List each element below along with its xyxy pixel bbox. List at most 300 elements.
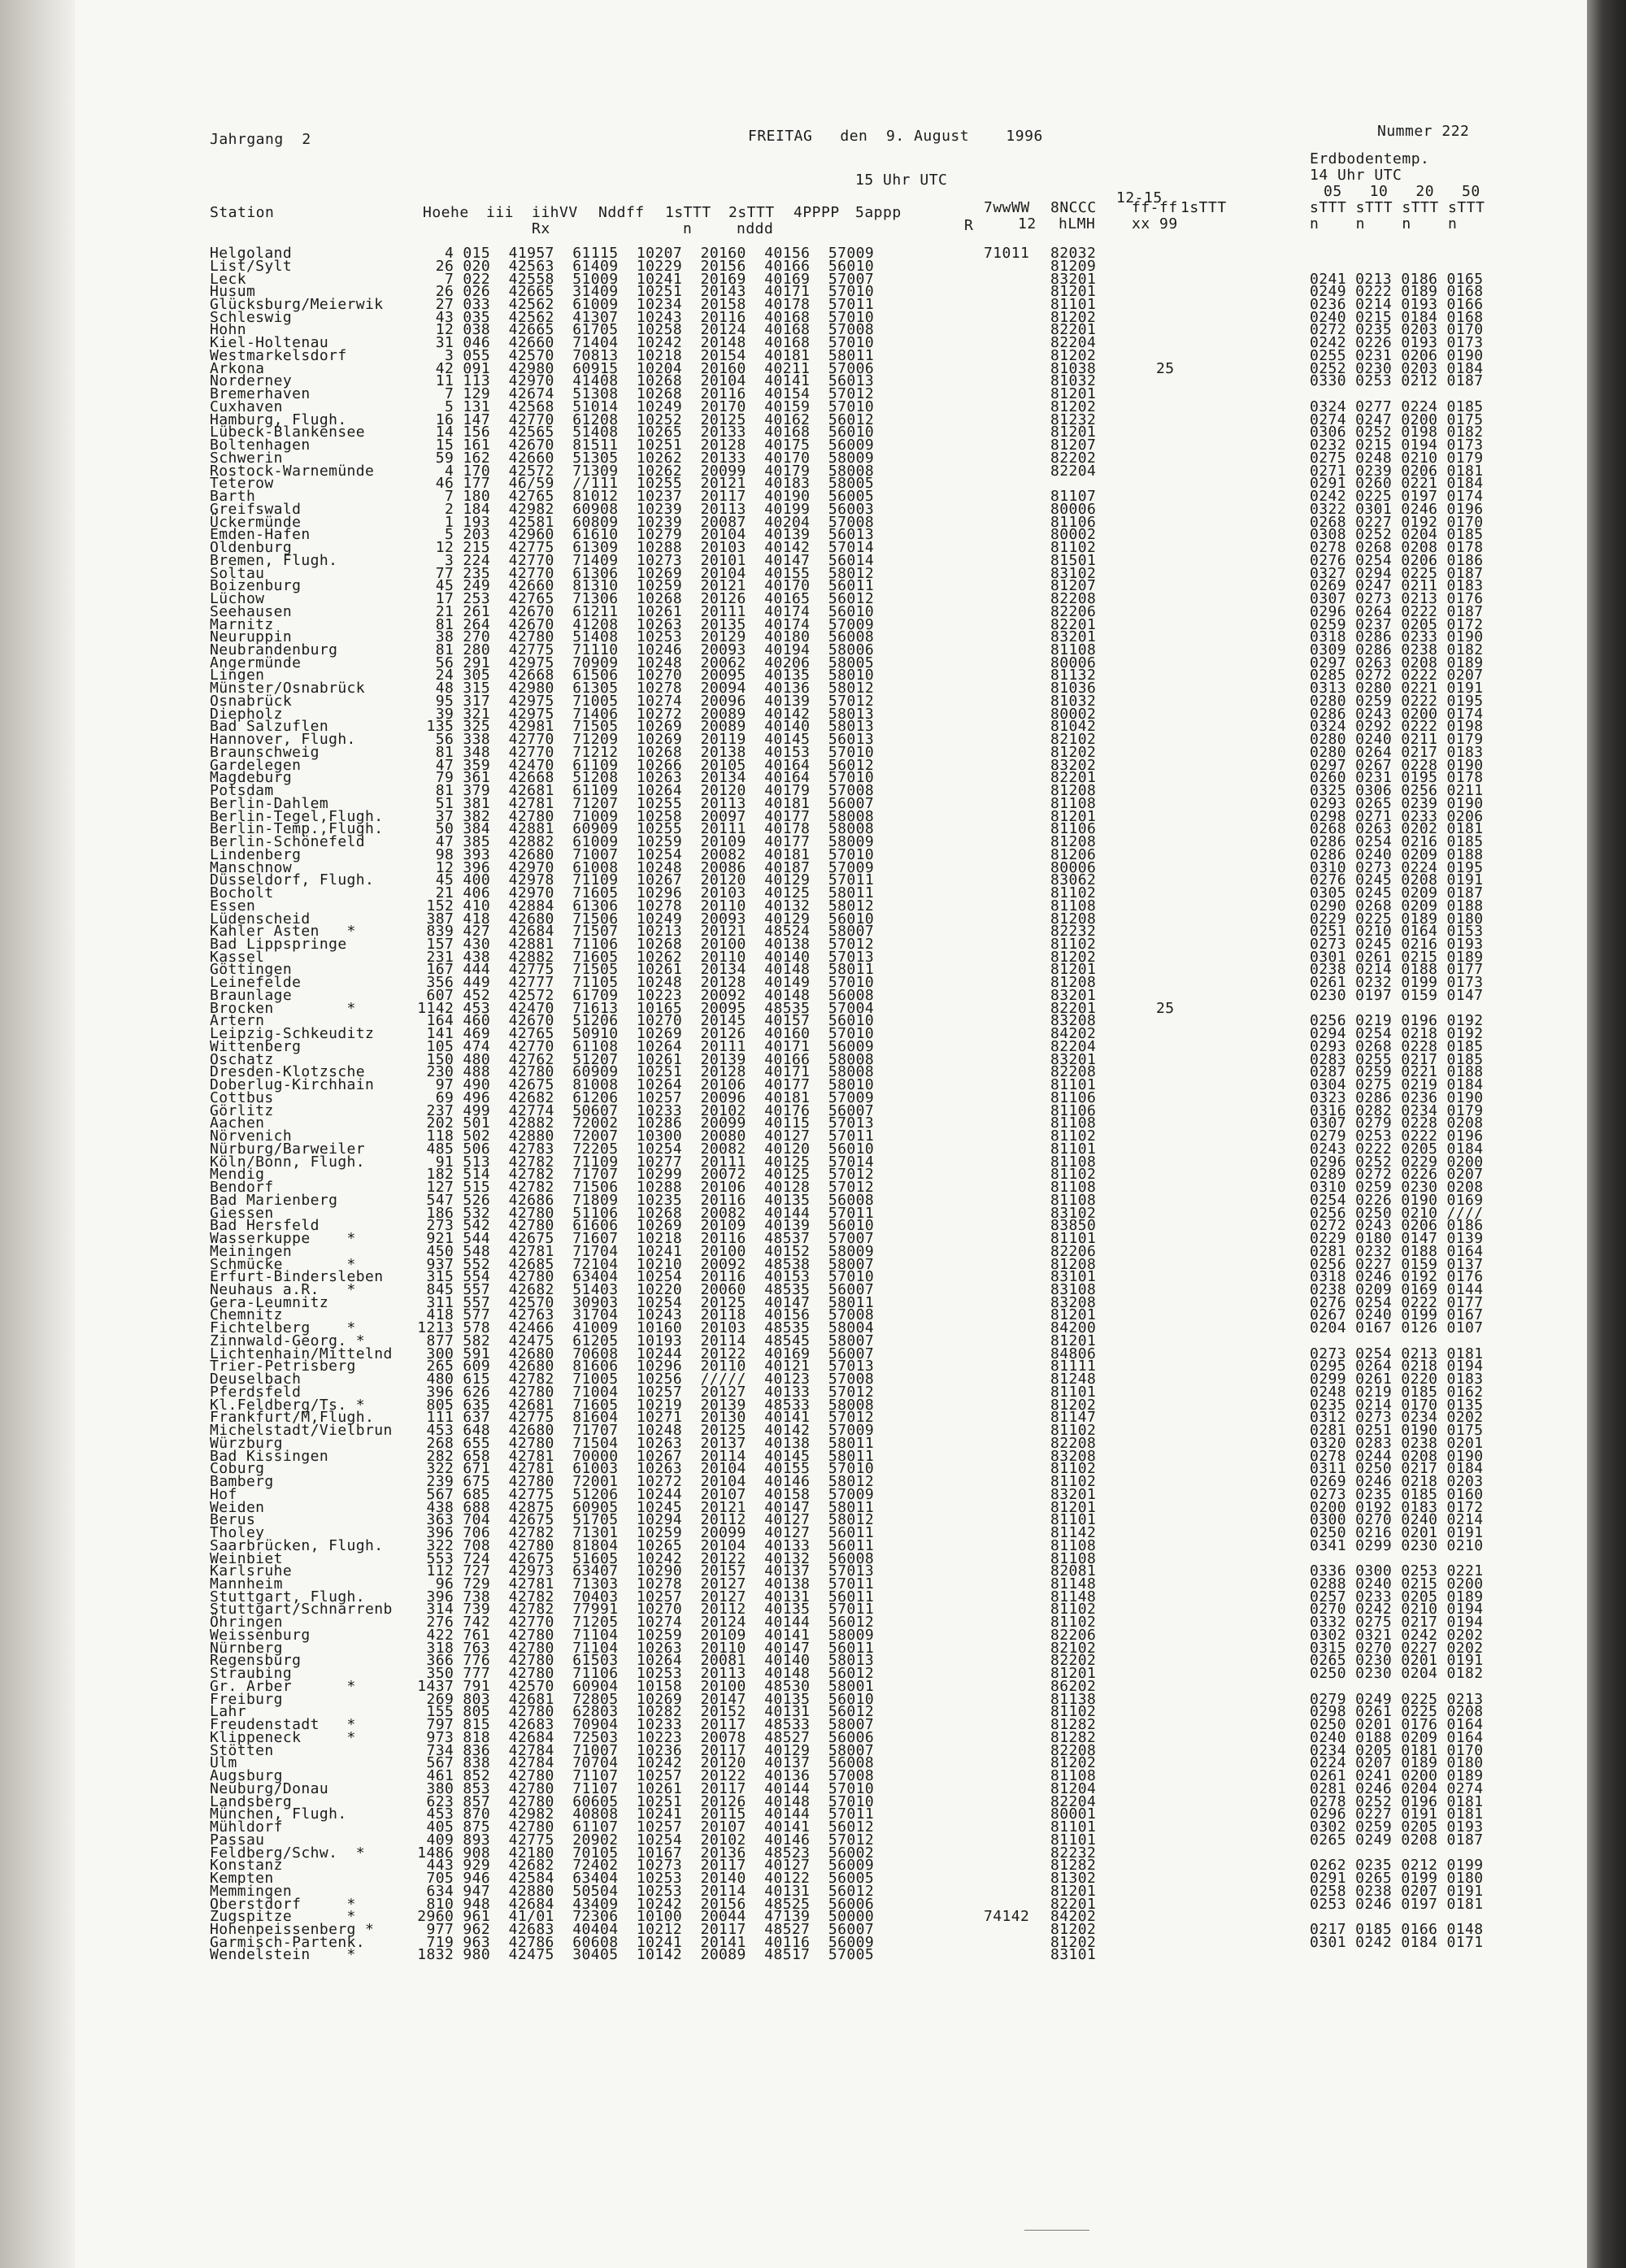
synop-values: 47 385 42882 61009 10259 20109 40177 58009 (408, 833, 875, 850)
station-name: Manschnow (210, 858, 293, 876)
soil-temps: 0293 0268 0228 0185 (1310, 1037, 1484, 1055)
station-name: Ulm (210, 1754, 237, 1772)
synop-values: 547 526 42686 71809 10235 20116 40135 56008 (408, 1191, 875, 1209)
synop-values: 7 022 42558 51009 10241 20169 40169 57007 (408, 270, 875, 288)
soil-temps: 0235 0214 0170 0135 (1310, 1396, 1484, 1414)
station-name: Bamberg (210, 1473, 274, 1490)
station-name: Wendelstein * (210, 1946, 356, 1964)
col-nddd: nddd (737, 220, 774, 237)
soil-temps: 0242 0226 0193 0173 (1310, 334, 1484, 352)
soil-temps: 0311 0250 0217 0184 (1310, 1460, 1484, 1478)
col-soil-n: n n n n (1310, 215, 1458, 232)
cloud-code: 81102 (1050, 1703, 1097, 1721)
cloud-code: 83108 (1050, 1280, 1097, 1298)
cloud-code: 81102 (1050, 1460, 1097, 1478)
cloud-code: 82232 (1050, 1844, 1097, 1862)
synop-values: 1437 791 42570 60904 10158 20100 48530 58001 (408, 1677, 875, 1695)
station-name: Passau (210, 1831, 265, 1849)
soil-temps: 0278 0268 0208 0178 (1310, 539, 1484, 556)
col-soil-sttt: sTTT sTTT sTTT sTTT (1310, 199, 1485, 216)
synop-values: 47 359 42470 61109 10266 20105 40164 56012 (408, 756, 875, 774)
synop-values: 39 321 42975 71406 10272 20089 40142 58013 (408, 705, 875, 723)
soil-temps: 0276 0245 0208 0191 (1310, 871, 1484, 889)
station-name: Gera-Leumnitz (210, 1293, 329, 1311)
soil-temps: 0291 0260 0221 0184 (1310, 475, 1484, 493)
synop-values: 3 224 42770 71409 10273 20101 40147 56014 (408, 551, 875, 569)
synop-values: 485 506 42783 72205 10254 20082 40120 56010 (408, 1140, 875, 1158)
soil-temps: 0240 0215 0184 0168 (1310, 308, 1484, 326)
synop-values: 623 857 42780 60605 10251 20126 40148 57010 (408, 1792, 875, 1810)
soil-temps: 0224 0207 0189 0180 (1310, 1754, 1484, 1772)
soil-temps: 0252 0230 0203 0184 (1310, 359, 1484, 377)
station-name: Bendorf (210, 1179, 274, 1196)
cloud-code: 83202 (1050, 756, 1097, 774)
soil-temps: 0278 0244 0208 0190 (1310, 1447, 1484, 1465)
soil-temps: 0320 0283 0238 0201 (1310, 1434, 1484, 1452)
date-label: FREITAG den 9. August 1996 (748, 128, 1043, 145)
synop-values: 111 637 42775 81604 10271 20130 40141 57012 (408, 1409, 875, 1427)
cloud-code: 80002 (1050, 705, 1097, 723)
synop-values: 318 763 42780 71104 10263 20110 40147 56011 (408, 1639, 875, 1657)
cloud-code: 82201 (1050, 321, 1097, 339)
station-name: Landsberg (210, 1792, 293, 1810)
soil-temps: 0273 0245 0216 0193 (1310, 936, 1484, 953)
cloud-code: 81102 (1050, 1601, 1097, 1618)
cloud-code: 82206 (1050, 1242, 1097, 1260)
cloud-code: 82208 (1050, 1741, 1097, 1759)
station-name: Trier-Petrisberg (210, 1358, 356, 1375)
soil-temps: 0234 0205 0181 0170 (1310, 1741, 1484, 1759)
gust-value: 25 (1156, 359, 1175, 377)
station-name: Berlin-Tegel,Flugh. (210, 807, 384, 825)
cloud-code: 81102 (1050, 539, 1097, 556)
soil-temps: 0318 0286 0233 0190 (1310, 628, 1484, 646)
soil-temp-title: Erdbodentemp. (1310, 150, 1430, 167)
station-name: Würzburg (210, 1434, 283, 1452)
synop-values: 719 963 42786 60608 10241 20141 40116 56009 (408, 1933, 875, 1951)
synop-values: 38 270 42780 51408 10253 20129 40180 56008 (408, 628, 875, 646)
synop-values: 12 038 42665 61705 10258 20124 40168 57008 (408, 321, 875, 339)
soil-temps: 0293 0265 0239 0190 (1310, 794, 1484, 812)
soil-temps: 0281 0251 0190 0175 (1310, 1422, 1484, 1440)
cloud-code: 81101 (1050, 1383, 1097, 1401)
synop-values: 79 361 42668 51208 10263 20134 40164 57010 (408, 769, 875, 787)
synop-values: 42 091 42980 60915 10204 20160 40211 57006 (408, 359, 875, 377)
station-name: Hamburg, Flugh. (210, 411, 347, 428)
station-name: Berlin-Schönefeld (210, 833, 366, 850)
cloud-code: 83201 (1050, 628, 1097, 646)
synop-values: 230 488 42780 60909 10251 20128 40171 58008 (408, 1063, 875, 1081)
soil-temps: 0299 0261 0220 0183 (1310, 1371, 1484, 1388)
soil-temps: 0257 0233 0205 0189 (1310, 1588, 1484, 1605)
synop-values: 937 552 42685 72104 10210 20092 48538 58007 (408, 1255, 875, 1273)
cloud-code: 82201 (1050, 999, 1097, 1017)
cloud-code: 81106 (1050, 820, 1097, 838)
synop-values: 77 235 42770 61306 10269 20104 40155 58012 (408, 564, 875, 582)
station-name: Westmarkelsdorf (210, 346, 347, 364)
soil-temps: 0297 0263 0208 0189 (1310, 654, 1484, 671)
synop-values: 839 427 42684 71507 10213 20121 48524 58007 (408, 923, 875, 941)
station-name: Straubing (210, 1665, 293, 1683)
soil-temps: 0256 0219 0196 0192 (1310, 1012, 1484, 1030)
synop-values: 443 929 42682 72402 10273 20117 40127 56009 (408, 1857, 875, 1875)
synop-values: 45 249 42660 81310 10259 20121 40170 56011 (408, 577, 875, 595)
synop-values: 810 948 42684 43409 10242 20156 48525 56006 (408, 1895, 875, 1913)
cloud-code: 81201 (1050, 961, 1097, 979)
station-name: Neuhaus a.R. * (210, 1280, 356, 1298)
soil-temps: 0273 0254 0213 0181 (1310, 1345, 1484, 1362)
synop-values: 7 180 42765 81012 10237 20117 40190 56005 (408, 488, 875, 506)
soil-temps: 0238 0214 0188 0177 (1310, 961, 1484, 979)
station-name: Cottbus (210, 1088, 274, 1106)
station-name: Köln/Bonn, Flugh. (210, 1153, 366, 1171)
station-name: Aachen (210, 1114, 265, 1132)
synop-values: 17 253 42765 71306 10268 20126 40165 56012 (408, 590, 875, 607)
soil-temps: 0336 0300 0253 0221 (1310, 1562, 1484, 1580)
synop-values: 705 946 42584 63404 10253 20140 40122 56005 (408, 1870, 875, 1887)
station-name: Görlitz (210, 1101, 274, 1119)
synop-values: 480 615 42782 71005 10256 ///// 40123 57008 (408, 1371, 875, 1388)
soil-temps: 0310 0259 0230 0208 (1310, 1179, 1484, 1196)
cloud-code: 81108 (1050, 794, 1097, 812)
synop-values: 135 325 42981 71505 10269 20089 40140 58013 (408, 718, 875, 736)
cloud-code: 81108 (1050, 1179, 1097, 1196)
synop-values: 2960 961 41/01 72306 10100 20044 47139 50000 (408, 1908, 875, 1926)
synop-values: 438 688 42875 60905 10245 20121 40147 58011 (408, 1498, 875, 1516)
station-name: Nürnberg (210, 1639, 283, 1657)
cloud-code: 83101 (1050, 1946, 1097, 1964)
station-name: Bad Marienberg (210, 1191, 338, 1209)
station-name: Berlin-Temp.,Flugh. (210, 820, 384, 838)
cloud-code: 83208 (1050, 1447, 1097, 1465)
station-name: Bremen, Flugh. (210, 551, 338, 569)
soil-temps: 0276 0254 0206 0186 (1310, 551, 1484, 569)
cloud-code: 81032 (1050, 692, 1097, 710)
col-iihvv: iihVV (532, 204, 578, 221)
cloud-code: 82232 (1050, 923, 1097, 941)
soil-temps: 0297 0267 0228 0190 (1310, 756, 1484, 774)
synop-values: 396 738 42782 70403 10257 20127 40131 56011 (408, 1588, 875, 1605)
synop-values: 282 658 42781 70000 10267 20114 40145 58011 (408, 1447, 875, 1465)
cloud-code: 81101 (1050, 1818, 1097, 1836)
synop-values: 43 035 42562 41307 10243 20116 40168 57010 (408, 308, 875, 326)
soil-temps: 0285 0272 0222 0207 (1310, 667, 1484, 684)
soil-temps: 0268 0227 0192 0170 (1310, 513, 1484, 531)
synop-values: 1486 908 42180 70105 10167 20136 48523 56002 (408, 1844, 875, 1862)
gust-value: 25 (1156, 999, 1175, 1017)
soil-temps: 0312 0273 0234 0202 (1310, 1409, 1484, 1427)
cloud-code: 81101 (1050, 1230, 1097, 1247)
station-name: Lüchow (210, 590, 265, 607)
soil-temps: 0253 0246 0197 0181 (1310, 1895, 1484, 1913)
station-name: Helgoland (210, 245, 293, 262)
cloud-code: 81148 (1050, 1588, 1097, 1605)
cloud-code: 81108 (1050, 1114, 1097, 1132)
cloud-code: 81208 (1050, 910, 1097, 928)
soil-temps: 0261 0232 0199 0173 (1310, 974, 1484, 992)
soil-temps: 0248 0219 0185 0162 (1310, 1383, 1484, 1401)
station-name: Lahr (210, 1703, 246, 1721)
soil-temps: 0301 0261 0215 0189 (1310, 948, 1484, 966)
station-name: Feldberg/Schw. * (210, 1844, 366, 1862)
col-iii: iii (486, 204, 515, 221)
soil-temps: 0300 0270 0240 0214 (1310, 1511, 1484, 1529)
station-name: Düsseldorf, Flugh. (210, 871, 375, 889)
station-name: Neubrandenburg (210, 641, 338, 658)
cloud-code: 83101 (1050, 1268, 1097, 1286)
synop-values: 418 577 42763 31704 10243 20118 40156 57008 (408, 1306, 875, 1324)
soil-temps: 0276 0254 0222 0177 (1310, 1293, 1484, 1311)
soil-temps: 0332 0275 0217 0194 (1310, 1614, 1484, 1631)
station-name: Magdeburg (210, 769, 293, 787)
station-name: Leck (210, 270, 246, 288)
cloud-code: 81201 (1050, 1882, 1097, 1900)
soil-temps: 0296 0264 0222 0187 (1310, 602, 1484, 620)
synop-values: 734 836 42784 71007 10236 20117 40129 58007 (408, 1741, 875, 1759)
synop-values: 300 591 42680 70608 10244 20122 40169 56007 (408, 1345, 875, 1362)
synop-values: 3 055 42570 70813 10218 20154 40181 58011 (408, 346, 875, 364)
station-name: Bad Salzuflen (210, 718, 329, 736)
synop-values: 977 962 42683 40404 10212 20117 48527 56007 (408, 1920, 875, 1938)
cloud-code: 81208 (1050, 1255, 1097, 1273)
cloud-code: 81282 (1050, 1857, 1097, 1875)
soil-temps: 0242 0225 0197 0174 (1310, 488, 1484, 506)
cloud-code: 81201 (1050, 807, 1097, 825)
station-name: Schleswig (210, 308, 293, 326)
soil-temps: 0307 0279 0228 0208 (1310, 1114, 1484, 1132)
col-xx99: xx 99 (1132, 215, 1178, 232)
station-name: Rostock-Warnemünde (210, 462, 375, 480)
synop-values: 152 410 42884 61306 10278 20110 40132 58012 (408, 897, 875, 915)
cloud-code: 82201 (1050, 769, 1097, 787)
cloud-code: 81108 (1050, 1767, 1097, 1785)
obs-time: 15 Uhr UTC (855, 172, 948, 189)
cloud-code: 81106 (1050, 1088, 1097, 1106)
synop-values: 4 170 42572 71309 10262 20099 40179 58008 (408, 462, 875, 480)
cloud-code: 81101 (1050, 1511, 1097, 1529)
cloud-code: 81142 (1050, 1524, 1097, 1541)
cloud-code: 81202 (1050, 308, 1097, 326)
soil-temps: 0260 0231 0195 0178 (1310, 769, 1484, 787)
soil-temps: 0269 0247 0211 0183 (1310, 577, 1484, 595)
cloud-code: 81201 (1050, 1332, 1097, 1349)
soil-temps: 0238 0209 0169 0144 (1310, 1280, 1484, 1298)
soil-temps: 0268 0263 0202 0181 (1310, 820, 1484, 838)
soil-temps: 0325 0306 0256 0211 (1310, 782, 1484, 800)
synop-values: 405 875 42780 61107 10257 20107 40141 56012 (408, 1818, 875, 1836)
synop-values: 461 852 42780 71107 10257 20122 40136 57008 (408, 1767, 875, 1785)
soil-temps: 0250 0201 0176 0164 (1310, 1716, 1484, 1734)
cloud-code: 81108 (1050, 641, 1097, 658)
cloud-code: 82204 (1050, 462, 1097, 480)
soil-temps: 0259 0237 0205 0172 (1310, 615, 1484, 633)
synop-values: 81 264 42670 41208 10263 20135 40174 57009 (408, 615, 875, 633)
synop-values: 276 742 42770 71205 10274 20124 40144 56012 (408, 1614, 875, 1631)
issue-number: Nummer 222 (1377, 123, 1470, 140)
station-name: Mendig (210, 1166, 265, 1184)
cloud-code: 81101 (1050, 296, 1097, 313)
cloud-code: 81101 (1050, 1831, 1097, 1849)
soil-temps: 0287 0259 0221 0188 (1310, 1063, 1484, 1081)
cloud-code: 81208 (1050, 833, 1097, 850)
synop-values: 2 184 42982 60908 10239 20113 40199 56003 (408, 500, 875, 518)
synop-values: 112 727 42973 63407 10290 20157 40137 57013 (408, 1562, 875, 1580)
cloud-code: 81101 (1050, 1140, 1097, 1158)
cloud-code: 81102 (1050, 884, 1097, 902)
station-name: Münster/Osnabrück (210, 680, 366, 697)
cloud-code: 84202 (1050, 1908, 1097, 1926)
soil-temps: 0261 0241 0200 0189 (1310, 1767, 1484, 1785)
soil-temps: 0291 0265 0199 0180 (1310, 1870, 1484, 1887)
soil-temps: 0301 0242 0184 0171 (1310, 1933, 1484, 1951)
synop-values: 24 305 42668 61506 10270 20095 40135 58010 (408, 667, 875, 684)
station-name: Teterow (210, 475, 274, 493)
synop-values: 7 129 42674 51308 10268 20116 40154 57012 (408, 385, 875, 403)
cloud-code: 83208 (1050, 1012, 1097, 1030)
synop-values: 46 177 46/59 //111 10255 20121 40183 58005 (408, 475, 875, 493)
synop-values: 27 033 42562 61009 10234 20158 40178 57011 (408, 296, 875, 313)
soil-temps: 0236 0214 0193 0166 (1310, 296, 1484, 313)
cloud-code: 82206 (1050, 602, 1097, 620)
soil-temps: 0283 0255 0217 0185 (1310, 1050, 1484, 1068)
synop-values: 141 469 42765 50910 10269 20126 40160 57010 (408, 1025, 875, 1043)
station-name: Boizenburg (210, 577, 302, 595)
cloud-code: 80006 (1050, 500, 1097, 518)
synop-values: 37 382 42780 71009 10258 20097 40177 58008 (408, 807, 875, 825)
cloud-code: 80001 (1050, 1805, 1097, 1823)
cloud-code: 84806 (1050, 1345, 1097, 1362)
soil-temps: 0322 0301 0246 0196 (1310, 500, 1484, 518)
synop-values: 409 893 42775 20902 10254 20102 40146 57012 (408, 1831, 875, 1849)
station-name: Weiden (210, 1498, 265, 1516)
cloud-code: 81202 (1050, 1933, 1097, 1951)
soil-temps: 0229 0180 0147 0139 (1310, 1230, 1484, 1247)
soil-temps: 0280 0264 0217 0183 (1310, 743, 1484, 761)
synop-values: 363 704 42675 51705 10294 20112 40127 58012 (408, 1511, 875, 1529)
cloud-code: 81147 (1050, 1409, 1097, 1427)
cloud-code: 81102 (1050, 936, 1097, 953)
soil-temps: 0204 0167 0126 0107 (1310, 1319, 1484, 1337)
cloud-code: 84202 (1050, 1025, 1097, 1043)
synop-values: 56 338 42770 71209 10269 20119 40145 56013 (408, 731, 875, 749)
station-name: München, Flugh. (210, 1805, 347, 1823)
soil-temps: 0305 0245 0209 0187 (1310, 884, 1484, 902)
synop-values: 269 803 42681 72805 10269 20147 40135 56010 (408, 1690, 875, 1708)
cloud-code: 81108 (1050, 897, 1097, 915)
soil-temps: 0262 0235 0212 0199 (1310, 1857, 1484, 1875)
soil-temps: 0281 0232 0188 0164 (1310, 1242, 1484, 1260)
station-name: Ückermünde (210, 513, 302, 531)
synop-values: 69 496 42682 61206 10257 20096 40181 57009 (408, 1088, 875, 1106)
cloud-code: 82204 (1050, 1792, 1097, 1810)
station-name: Wittenberg (210, 1037, 302, 1055)
synop-values: 96 729 42781 71303 10278 20127 40138 57011 (408, 1575, 875, 1592)
station-name: Giessen (210, 1204, 274, 1222)
cloud-code: 81206 (1050, 845, 1097, 863)
station-name: List/Sylt (210, 257, 293, 275)
cloud-code: 83850 (1050, 1217, 1097, 1235)
col-rx: Rx (532, 220, 550, 237)
station-name: Potsdam (210, 782, 274, 800)
soil-temps: 0217 0185 0166 0148 (1310, 1920, 1484, 1938)
soil-temps: 0324 0277 0224 0185 (1310, 398, 1484, 415)
cloud-code: 82081 (1050, 1562, 1097, 1580)
station-name: Zinnwald-Georg. * (210, 1332, 366, 1349)
synop-values: 634 947 42880 50504 10253 20114 40131 56012 (408, 1882, 875, 1900)
cloud-code: 81201 (1050, 1665, 1097, 1683)
station-name: Emden-Hafen (210, 526, 311, 544)
station-name: Meiningen (210, 1242, 293, 1260)
synop-values: 59 162 42660 51305 10262 20133 40170 58009 (408, 449, 875, 467)
cloud-code: 81106 (1050, 513, 1097, 531)
synop-values: 118 502 42880 72007 10300 20080 40127 57011 (408, 1127, 875, 1145)
synop-values: 797 815 42683 70904 10233 20117 48533 58007 (408, 1716, 875, 1734)
cloud-code: 81108 (1050, 1153, 1097, 1171)
cloud-code: 84200 (1050, 1319, 1097, 1337)
station-name: Zugspitze * (210, 1908, 356, 1926)
synop-values: 805 635 42681 71605 10219 20139 48533 58008 (408, 1396, 875, 1414)
cloud-code: 82202 (1050, 1652, 1097, 1670)
soil-temps: 0271 0239 0206 0181 (1310, 462, 1484, 480)
synop-values: 81 379 42681 61109 10264 20120 40179 57008 (408, 782, 875, 800)
station-name: Marnitz (210, 615, 274, 633)
station-name: Pferdsfeld (210, 1383, 302, 1401)
cloud-code: 81201 (1050, 424, 1097, 441)
col-n: n (683, 220, 693, 237)
cloud-code: 82201 (1050, 1895, 1097, 1913)
synop-values: 311 557 42570 30903 10254 20125 40147 58011 (408, 1293, 875, 1311)
cloud-code: 81102 (1050, 1166, 1097, 1184)
soil-temps: 0298 0261 0225 0208 (1310, 1703, 1484, 1721)
synop-values: 567 838 42784 70704 10242 20120 40137 56008 (408, 1754, 875, 1772)
cloud-code: 83102 (1050, 1204, 1097, 1222)
station-name: Frankfurt/M,Flugh. (210, 1409, 375, 1427)
synop-values: 396 626 42780 71004 10257 20127 40133 57012 (408, 1383, 875, 1401)
station-name: Nörvenich (210, 1127, 293, 1145)
cloud-code: 81101 (1050, 1076, 1097, 1094)
synop-values: 845 557 42682 51403 10220 20060 48535 56007 (408, 1280, 875, 1298)
soil-temps: 0232 0215 0194 0173 (1310, 437, 1484, 454)
cloud-code: 81202 (1050, 346, 1097, 364)
soil-temps: 0249 0222 0189 0168 (1310, 283, 1484, 301)
synop-values: 91 513 42782 71109 10277 20111 40125 57014 (408, 1153, 875, 1171)
station-name: Lüdenscheid (210, 910, 311, 928)
synop-values: 45 400 42978 71109 10267 20120 40129 57011 (408, 871, 875, 889)
cloud-code: 81038 (1050, 359, 1097, 377)
cloud-code: 81042 (1050, 718, 1097, 736)
soil-temps: 0308 0252 0204 0185 (1310, 526, 1484, 544)
cloud-code: 83102 (1050, 564, 1097, 582)
synop-values: 12 396 42970 61008 10248 20086 40187 57009 (408, 858, 875, 876)
synop-values: 105 474 42770 61108 10264 20111 40171 56009 (408, 1037, 875, 1055)
station-name: Doberlug-Kirchhain (210, 1076, 375, 1094)
station-name: Karlsruhe (210, 1562, 293, 1580)
synop-values: 268 655 42780 71504 10263 20137 40138 58011 (408, 1434, 875, 1452)
col-r: R (964, 217, 974, 234)
station-name: Bad Kissingen (210, 1447, 329, 1465)
soil-temps: 0304 0275 0219 0184 (1310, 1076, 1484, 1094)
soil-depths: 05 10 20 50 (1324, 183, 1480, 200)
soil-temps: 0230 0197 0159 0147 (1310, 986, 1484, 1004)
synop-values: 202 501 42882 72002 10286 20099 40115 57013 (408, 1114, 875, 1132)
soil-temps: 0341 0299 0230 0210 (1310, 1536, 1484, 1554)
soil-temps: 0286 0254 0216 0185 (1310, 833, 1484, 850)
weather-code: 74142 (984, 1908, 1030, 1926)
cloud-code: 81248 (1050, 1371, 1097, 1388)
soil-temps: 0327 0294 0225 0187 (1310, 564, 1484, 582)
soil-temps: 0250 0216 0201 0191 (1310, 1524, 1484, 1541)
soil-temps: 0272 0243 0206 0186 (1310, 1217, 1484, 1235)
